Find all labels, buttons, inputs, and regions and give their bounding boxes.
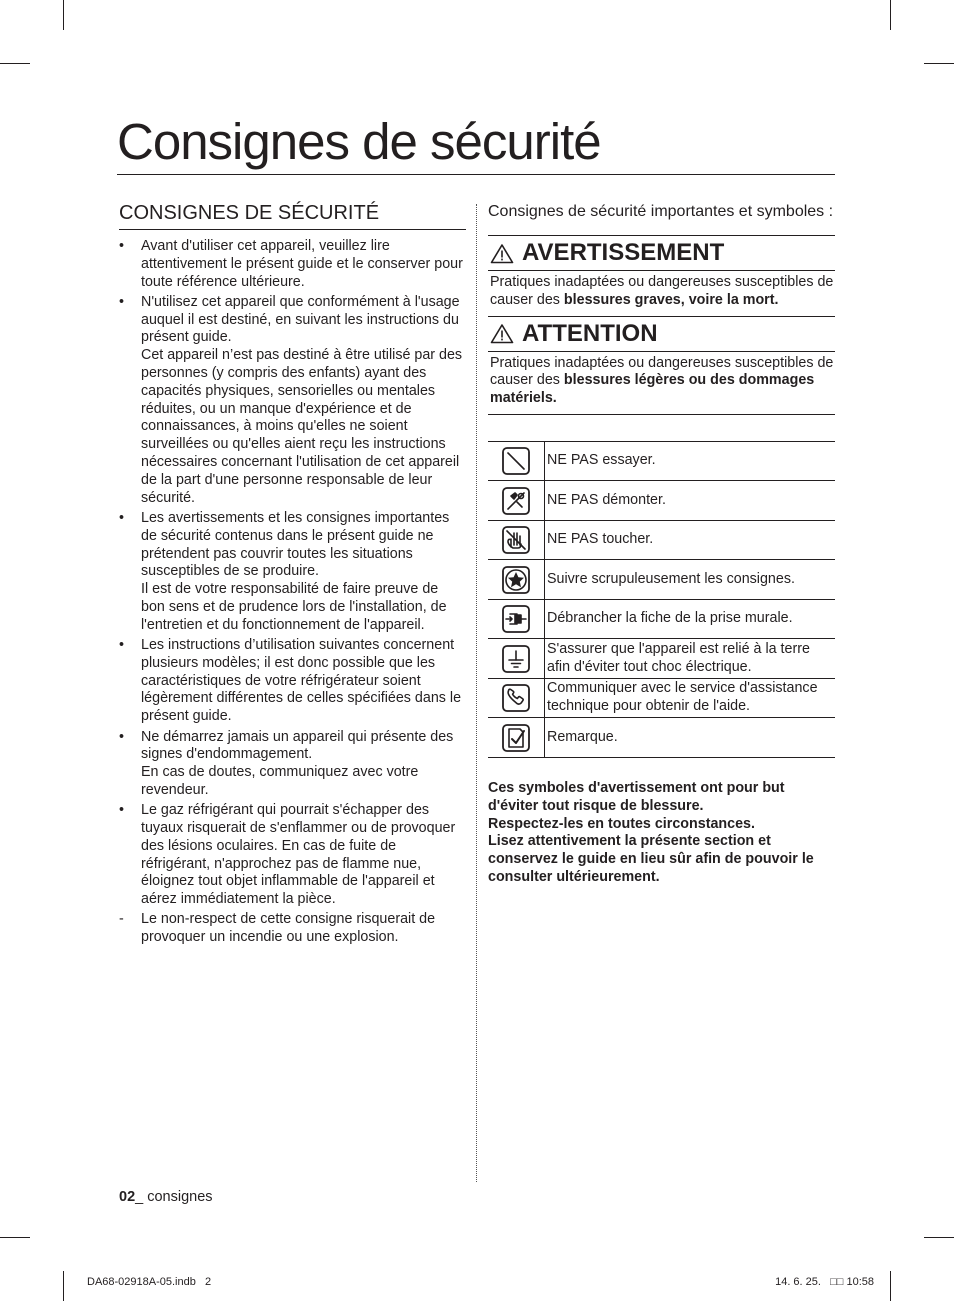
symbol-description: Suivre scrupuleusement les consignes.	[547, 570, 795, 587]
section-heading: CONSIGNES DE SÉCURITÉ	[119, 202, 380, 224]
crop-mark	[890, 0, 891, 30]
crop-mark	[924, 1237, 954, 1238]
footer-file-name: DA68-02918A-05.indb 2	[87, 1276, 212, 1288]
crop-mark	[0, 63, 30, 64]
warning-heading	[488, 236, 835, 270]
page-number: 02	[119, 1189, 136, 1205]
caution-bottom-rule	[488, 414, 835, 415]
list-marker: •	[119, 509, 125, 526]
symbol-description: NE PAS essayer.	[547, 452, 656, 469]
symbol-icon-cell	[488, 718, 545, 757]
symbol-description: Communiquer avec le service d'assistance technique pour obtenir de l'aide.	[547, 680, 818, 715]
column-divider	[476, 204, 477, 1182]
no-disassembly-icon	[502, 487, 530, 515]
list-marker: •	[119, 728, 125, 745]
warning-text-plain: Pratiques inadaptées ou dangereuses susceptibles de causer des	[490, 274, 834, 308]
crop-mark	[63, 1271, 64, 1301]
symbol-icon-cell	[488, 481, 545, 520]
note-icon	[502, 724, 530, 752]
caution-text	[488, 352, 835, 414]
no-touch-icon	[502, 526, 530, 554]
symbol-icon-cell	[488, 560, 545, 599]
ground-icon	[502, 645, 530, 673]
safety-list-item	[119, 729, 466, 800]
unplug-icon	[502, 605, 530, 633]
caution-triangle-icon	[490, 323, 514, 344]
symbol-icon-cell	[488, 442, 545, 481]
closing-paragraph: Lisez attentivement la présente section et conservez le guide en lieu sûr afin de pouvoir le consulter ultérieurement.	[488, 833, 814, 885]
crop-mark	[63, 0, 64, 30]
list-item-text: Le gaz réfrigérant qui pourrait s'échapper des tuyaux risquerait de s'enflammer ou de provoquer des lésions oculaires. En cas de fuite de réfrigérant, n'approchez pas de flamme nue, éloignez tout objet inflammable de l'appareil et aérez immédiatement la pièce.	[141, 802, 456, 908]
list-marker: •	[119, 238, 125, 254]
caution-title: ATTENTION	[522, 319, 658, 347]
list-item-text: Cet appareil n’est pas destiné à être utilisé par des personnes (y compris des enfants) ayant des capacités physiques, sensorielles ou mentales réduites, ou un manque d'expérience et de connaissances, à moins qu'elles ne soient surveillées ou qu'elles aient reçu les instructions nécessaires concernant l'utilisation de cet appareil de la part d'une personne responsable de leur sécurité.	[141, 347, 463, 506]
prohibition-icon	[502, 447, 530, 475]
closing-paragraph: Respectez-les en toutes circonstances.	[488, 815, 755, 832]
page-title: Consignes de sécurité	[117, 113, 601, 170]
list-item-text: En cas de doutes, communiquez avec votre revendeur.	[141, 764, 419, 798]
warning-triangle-icon	[490, 243, 514, 264]
symbol-row	[488, 600, 835, 640]
list-marker: -	[119, 911, 124, 928]
warning-text	[488, 271, 835, 316]
symbol-row	[488, 560, 835, 600]
list-marker: •	[119, 637, 125, 654]
symbols-intro: Consignes de sécurité importantes et symboles :	[488, 203, 834, 220]
phone-icon	[502, 684, 530, 712]
list-item-text: Avant d'utiliser cet appareil, veuillez lire attentivement le présent guide et le conserver pour toute référence ultérieure.	[141, 238, 463, 290]
list-marker: •	[119, 802, 125, 819]
title-rule	[117, 174, 835, 175]
symbol-table	[488, 441, 835, 758]
symbol-description: Remarque.	[547, 728, 618, 745]
crop-mark	[924, 63, 954, 64]
warning-title: AVERTISSEMENT	[522, 239, 725, 266]
left-column	[119, 200, 466, 950]
warning-text-bold: blessures graves, voire la mort.	[563, 291, 779, 308]
symbol-row	[488, 481, 835, 521]
list-item-text: N'utilisez cet appareil que conformément à l'usage auquel il est destiné, en suivant les instructions du présent guide.	[141, 293, 460, 346]
footer-date: 14. 6. 25. □□ 10:58	[775, 1276, 874, 1288]
symbol-description: S'assurer que l'appareil est relié à la terre afin d'éviter tout choc électrique.	[547, 640, 810, 675]
symbol-icon-cell	[488, 639, 545, 678]
list-marker: •	[119, 293, 125, 310]
symbol-row	[488, 521, 835, 561]
symbol-description: Débrancher la fiche de la prise murale.	[547, 610, 793, 627]
safety-list-item	[119, 294, 466, 508]
page-section: _ consignes	[135, 1189, 213, 1205]
symbol-row	[488, 679, 835, 719]
caution-heading	[488, 317, 835, 351]
symbol-description: NE PAS démonter.	[547, 491, 666, 508]
symbol-icon-cell	[488, 679, 545, 718]
caution-text-plain: Pratiques inadaptées ou dangereuses susceptibles de causer des	[490, 354, 834, 389]
footer-page-label	[119, 1189, 213, 1205]
symbol-row	[488, 718, 835, 758]
list-item-text: Le non-respect de cette consigne risquerait de provoquer un incendie ou une explosion.	[141, 911, 436, 946]
safety-list-item	[119, 510, 466, 635]
safety-list-item	[119, 911, 466, 947]
crop-mark	[890, 1271, 891, 1301]
symbol-row	[488, 639, 835, 679]
list-item-text: Les avertissements et les consignes importantes de sécurité contenus dans le présent guide ne prétendent pas couvrir toutes les situations susceptibles de se produire.	[141, 509, 450, 580]
closing-paragraph: Ces symboles d'avertissement ont pour but d'éviter tout risque de blessure.	[488, 779, 785, 814]
symbol-icon-cell	[488, 521, 545, 560]
closing-note	[488, 780, 835, 887]
safety-list-item	[119, 802, 466, 909]
right-column	[488, 201, 835, 887]
symbol-description: NE PAS toucher.	[547, 531, 654, 548]
star-follow-icon	[502, 566, 530, 594]
list-item-text: Il est de votre responsabilité de faire preuve de bon sens et de prudence lors de l'installation, de l'entretien et du fonctionnement de l'appareil.	[141, 581, 447, 633]
safety-list-item	[119, 238, 466, 291]
safety-list	[119, 238, 466, 947]
list-item-text: Les instructions d’utilisation suivantes concernent plusieurs modèles; il est donc possible que les caractéristiques de votre réfrigérateur soient légèrement différentes de celles spécifiées dans le présent guide.	[141, 637, 462, 725]
crop-mark	[0, 1237, 30, 1238]
symbol-row	[488, 442, 835, 482]
caution-text-bold: blessures légères ou des dommages matériels.	[490, 372, 815, 407]
symbol-icon-cell	[488, 600, 545, 639]
list-item-text: Ne démarrez jamais un appareil qui présente des signes d'endommagement.	[141, 728, 454, 763]
safety-list-item	[119, 637, 466, 726]
heading-rule	[119, 229, 466, 230]
